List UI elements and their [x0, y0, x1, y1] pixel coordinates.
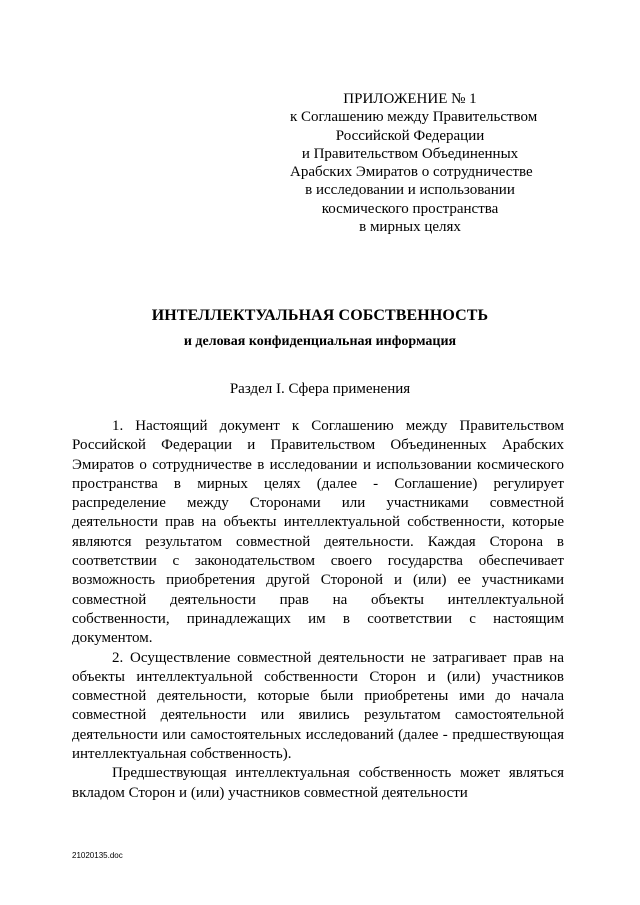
appendix-line: космического пространства — [321, 200, 499, 217]
paragraph: 1. Настоящий документ к Соглашению между Правительством Российской Федерации и Правительством Объединенных Арабских Эмиратов о сотрудничестве в исследовании и использовании космического пространства в мирных целях (далее - Соглашение) регулирует распределение между Сторонами или участниками совместной деятельности прав на объекты интеллектуальной собственности, которые являются результатом совместной деятельности. Каждая Сторона в соответствии с законодательством своего государства обеспечивает возможность приобретения другой Стороной и (или) ее участниками совместной деятельности прав на объекты интеллектуальной собственности, принадлежащих им в соответствии с настоящим документом. — [72, 418, 564, 647]
appendix-line: в исследовании и использовании — [305, 182, 515, 199]
appendix-line: в мирных целях — [359, 219, 461, 236]
document-subtitle: и деловая конфиденциальная информация — [183, 334, 457, 349]
appendix-line: ПРИЛОЖЕНИЕ № 1 — [343, 91, 477, 107]
footer-filename: 21020135.doc — [72, 851, 123, 860]
paragraph: 2. Осуществление совместной деятельности не затрагивает прав на объекты интеллектуальной собственности Сторон и (или) участников совместной деятельности, которые были приобретены ими до начала совместной деятельности или явились результатом самостоятельной деятельности или самостоятельных исследований (далее - предшествующая интеллектуальная собственность). — [72, 649, 564, 763]
appendix-line: и Правительством Объединенных — [301, 145, 519, 162]
section-body — [72, 417, 564, 803]
appendix-line: к Соглашению между Правительством — [290, 109, 538, 126]
appendix-line: Арабских Эмиратов о сотрудничестве — [290, 164, 533, 181]
section-heading: Раздел I. Сфера применения — [229, 381, 411, 397]
document-title: ИНТЕЛЛЕКТУАЛЬНАЯ СОБСТВЕННОСТЬ — [151, 307, 489, 324]
appendix-header — [290, 90, 538, 236]
appendix-line: Российской Федерации — [335, 127, 485, 144]
paragraph: Предшествующая интеллектуальная собственность может являться вкладом Сторон и (или) участников совместной деятельности — [72, 765, 564, 801]
